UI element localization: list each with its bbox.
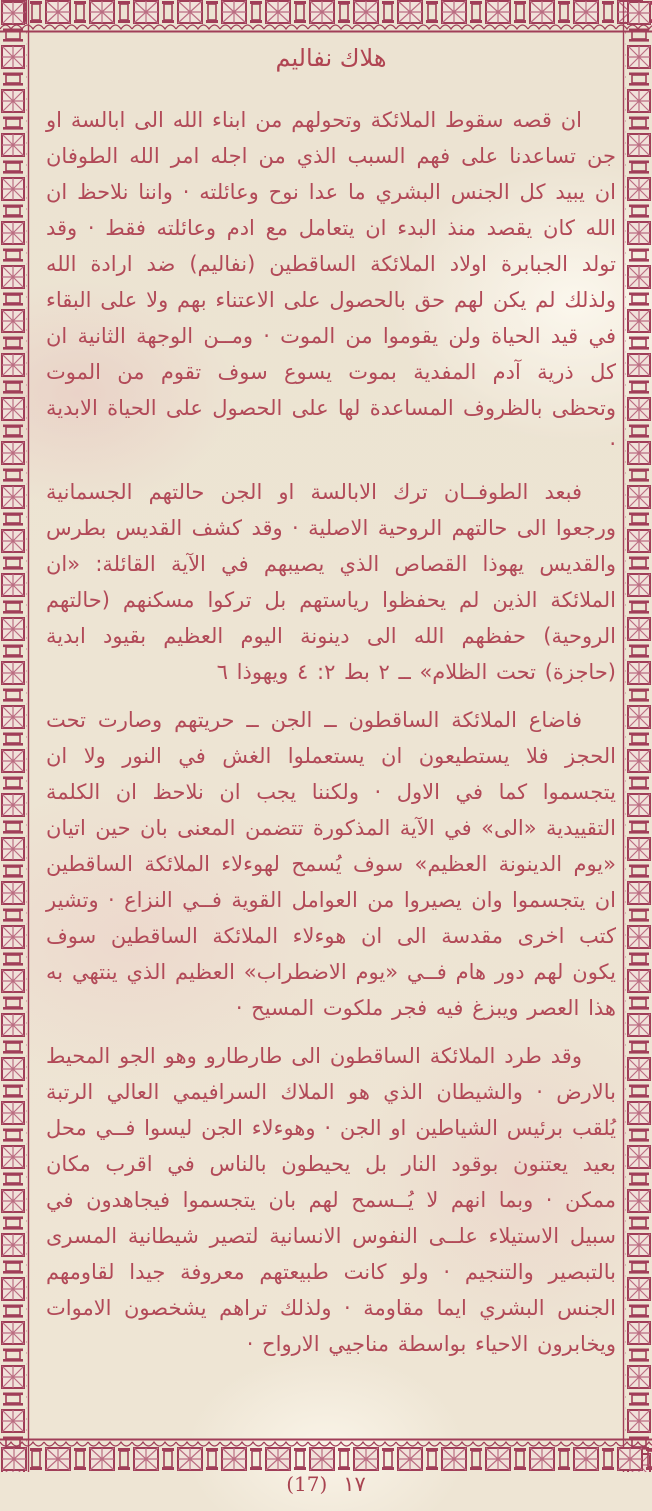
paragraph-1: ان قصه سقوط الملائكة وتحولهم من ابناء الله الى ابالسة او جن تساعدنا على فهم السبب الذي من اجله امر الله الطوفان ان يبيد كل الجنس البشري ما عدا نوح وعائلته · واننا نلاحظ ان الله كان يقصد منذ البدء ان يتعامل مع ادم وعائلته فقط · وقد تولد الجبابرة اولاد الملائكة الساقطين (نفاليم) ضد ارادة الله ولذلك لم يكن لهم حق بالحصول على الاعتناء بهم ولا على البقاء في قيد الحياة ولن يقوموا من الموت · ومــن الوجهة الثانية ان كل ذرية آدم المفدية بموت يسوع سوف تقوم من الموت وتحظى بالظروف المساعدة لها على الحصول على الحياة الابدية · xyxy=(46,108,616,456)
paragraph-3: فاضاع الملائكة الساقطون ــ الجن ــ حريتهم وصارت تحت الحجز فلا يستطيعون ان يستعملوا الغش في النور ولا ان يتجسموا كما في الاول · ولكننا يجب ان نلاحظ ان الكلمة التقييدية «الى» في الآية المذكورة تتضمن المعنى بان حين اتيان «يوم الدينونة العظيم» سوف يُسمح لهوءلاء الملائكة الساقطين ان يتجسموا وان يصيروا من العوامل القوية فــي النزاع · وتشير كتب اخرى مقدسة الى ان هوءلاء الملائكة الساقطين سوف يكون لهم دور هام فــي «يوم الاضطراب» العظيم الذي ينتهي به هذا العصر ويبزغ فيه فجر ملكوت المسيح · xyxy=(46,708,616,1020)
page-number-footer xyxy=(0,1472,652,1496)
page-title: هلاك نفاليم xyxy=(275,44,387,72)
ornamental-border-top xyxy=(0,0,652,34)
page-content xyxy=(46,36,616,1374)
paragraph-4: وقد طرد الملائكة الساقطون الى طارطارو وهو الجو المحيط بالارض · والشيطان الذي هو الملاك السرافيمي العالي الرتبة يُلقب برئيس الشياطين او الجن · وهوءلاء الجن ليسوا فــي محل بعيد يعتنون بوقود النار بل يحيطون بالناس في اقرب مكان ممكن · وبما انهم لا يُــسمح لهم بان يتجسموا فيجاهدون في سبيل الاستيلاء علــى النفوس الانسانية لتصير شيطانية المسرى بالتبصير والتنجيم · ولو كانت طبيعتهم معروفة جيدا لقاومهم الجنس البشري ايما مقاومة · ولذلك تراهم يشخصون الاموات ويخابرون الاحياء بواسطة مناجيي الارواح · xyxy=(46,1044,616,1356)
ornamental-border-bottom xyxy=(0,1437,652,1471)
ornamental-border-right xyxy=(622,0,652,1472)
page-number-latin: (17) xyxy=(286,1472,328,1496)
ornamental-border-left xyxy=(0,0,30,1472)
page-number-arabic: ١٧ xyxy=(343,1472,366,1496)
paragraph-2: فبعد الطوفــان ترك الابالسة او الجن حالتهم الجسمانية ورجعوا الى حالتهم الروحية الاصلية · وقد كشف القديس بطرس والقديس يهوذا القصاص الذي يصيبهم في الآية القائلة: «ان الملائكة الذين لم يحفظوا رياستهم بل تركوا مسكنهم (حالتهم الروحية) حفظهم الله الى دينونة اليوم العظيم بقيود ابدية (حاجزة) تحت الظلام» ــ ٢ بط ٢: ٤ ويهوذا ٦ xyxy=(46,480,616,684)
